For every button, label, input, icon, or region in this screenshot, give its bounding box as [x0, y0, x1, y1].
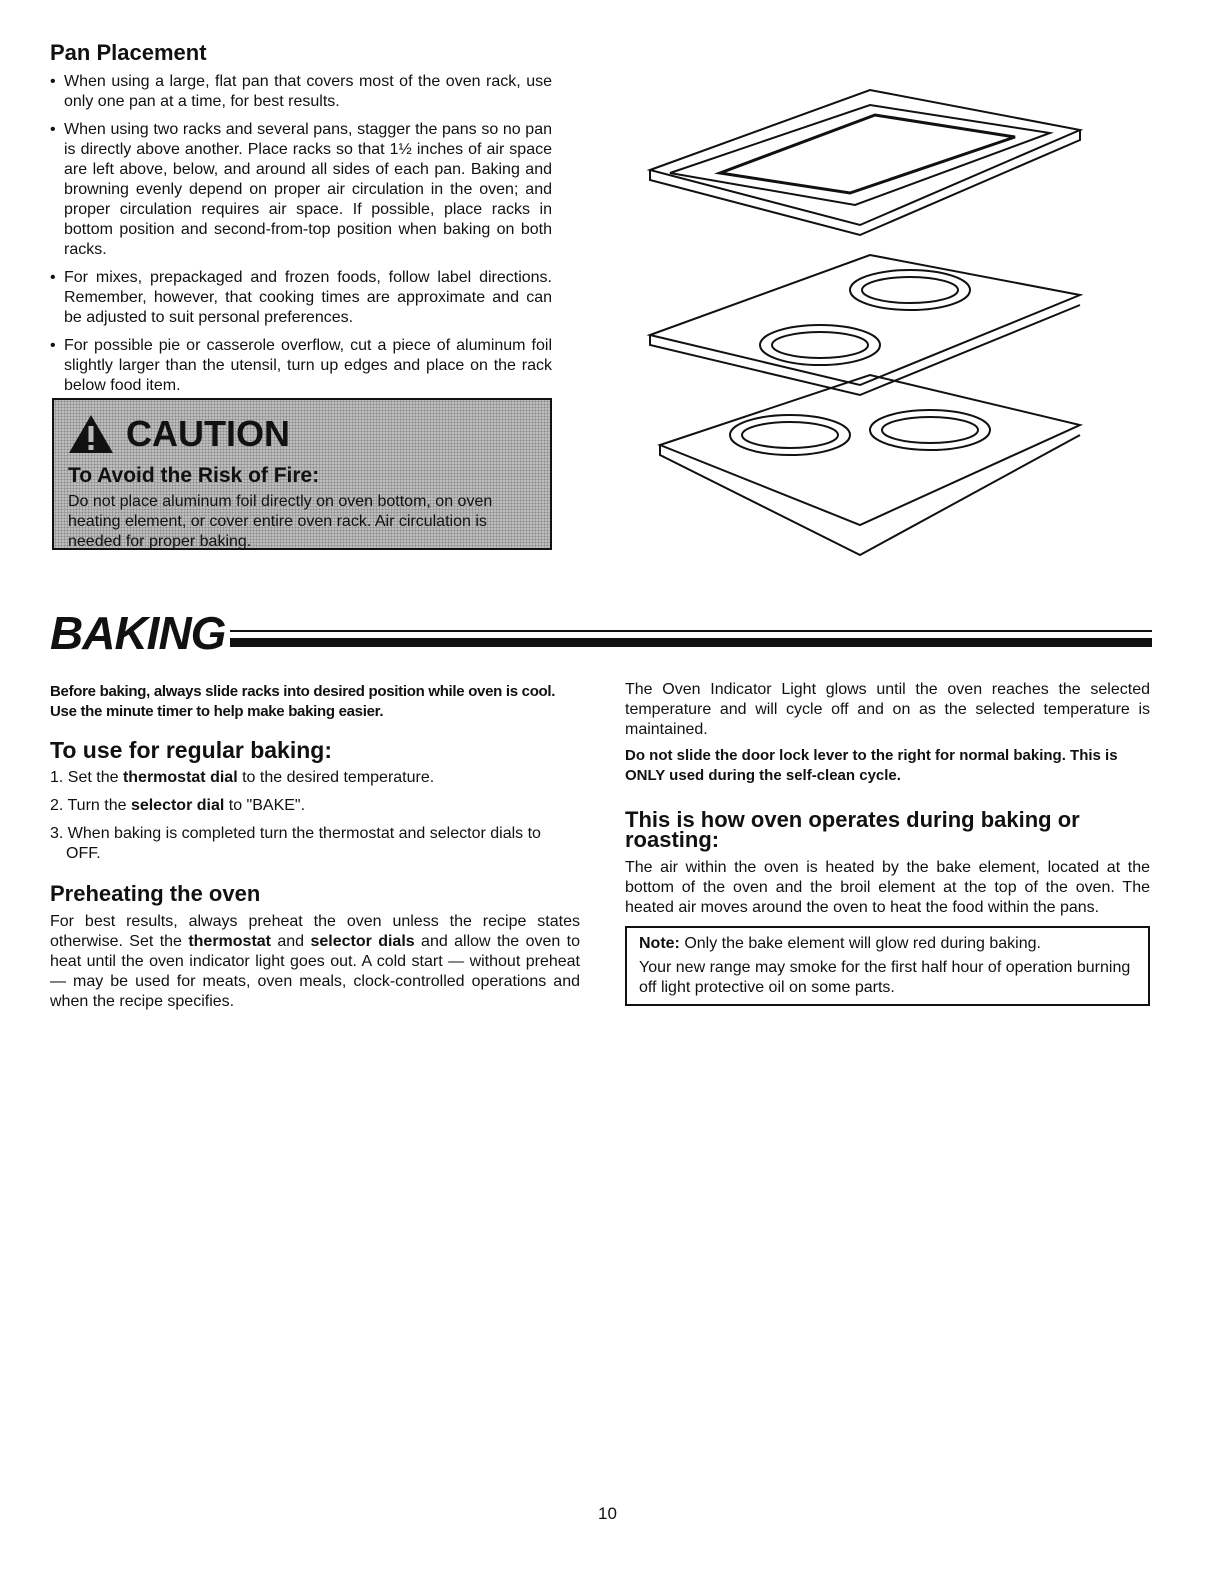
- operation-text: The air within the oven is heated by the bake element, located at the bottom of the oven and the broil element at the top of the oven. The heated air moves around the oven to heat the food within the pans.: [625, 859, 1150, 916]
- note-box: [625, 926, 1150, 1006]
- bottom-rack-with-pies: [660, 375, 1080, 555]
- preheating-text: For best results, always preheat the oven unless the recipe states otherwise. Set the thermostat and selector dials and allow the oven to heat until the oven indicator light goes out. A cold start — without preheat — may be used for meats, oven meals, clock-controlled operations and when the recipe specifies.: [50, 913, 580, 1010]
- baking-steps: [50, 768, 580, 864]
- title-rule: [230, 630, 1152, 632]
- warning-icon: [68, 414, 114, 454]
- list-item: 2. Turn the selector dial to "BAKE".: [50, 797, 306, 814]
- list-item: 3. When baking is completed turn the thermostat and selector dials to OFF.: [50, 825, 541, 862]
- pan-placement-list: [50, 72, 552, 404]
- caution-title: CAUTION: [126, 413, 290, 454]
- caution-text: Do not place aluminum foil directly on oven bottom, on oven heating element, or cover entire oven rack. Air circulation is needed for proper baking.: [68, 493, 493, 550]
- list-item: • When using a large, flat pan that covers most of the oven rack, use only one pan at a time, for best results.: [50, 72, 552, 112]
- title-rule-thick: [230, 638, 1152, 647]
- operation-heading: This is how oven operates during baking or roasting:: [625, 807, 1080, 852]
- list-item: • For mixes, prepackaged and frozen foods, follow label directions. Remember, however, that cooking times are approximate and can be adjusted to suit personal preferences.: [50, 268, 552, 328]
- page-number: 10: [598, 1504, 617, 1523]
- regular-baking-heading: To use for regular baking:: [50, 737, 332, 763]
- note-text-2: Your new range may smoke for the first half hour of operation burning off light protective oil on some parts.: [639, 959, 1131, 996]
- list-item: • For possible pie or casserole overflow, cut a piece of aluminum foil slightly larger than the utensil, turn up edges and place on the rack below food item.: [50, 336, 552, 396]
- middle-rack-with-pies: [650, 255, 1080, 395]
- caution-box: [52, 398, 552, 550]
- baking-title: BAKING: [50, 607, 226, 659]
- door-lock-warning: Do not slide the door lock lever to the right for normal baking. This is ONLY used during the self-clean cycle.: [625, 747, 1118, 784]
- indicator-light-text: The Oven Indicator Light glows until the oven reaches the selected temperature and will cycle off and on as the selected temperature is maintained.: [625, 681, 1150, 738]
- oven-racks-illustration: [640, 85, 1090, 565]
- caution-subtitle: To Avoid the Risk of Fire:: [68, 464, 320, 487]
- pan-placement-heading: Pan Placement: [50, 40, 207, 65]
- top-rack-with-flat-pan: [650, 90, 1080, 235]
- baking-intro: Before baking, always slide racks into desired position while oven is cool. Use the minute timer to help make baking easier.: [50, 683, 556, 720]
- preheating-heading: Preheating the oven: [50, 881, 261, 906]
- note-text: Note: Only the bake element will glow red during baking.: [639, 935, 1041, 952]
- list-item: 1. Set the thermostat dial to the desired temperature.: [50, 769, 435, 786]
- list-item: • When using two racks and several pans, stagger the pans so no pan is directly above another. Place racks so that 1½ inches of air space are left above, below, and around all sides of each pan. Baking and browning evenly depend on proper air circulation in the oven; and proper circulation requires air space. If possible, place racks in bottom position and second-from-top position when baking on both racks.: [50, 120, 552, 260]
